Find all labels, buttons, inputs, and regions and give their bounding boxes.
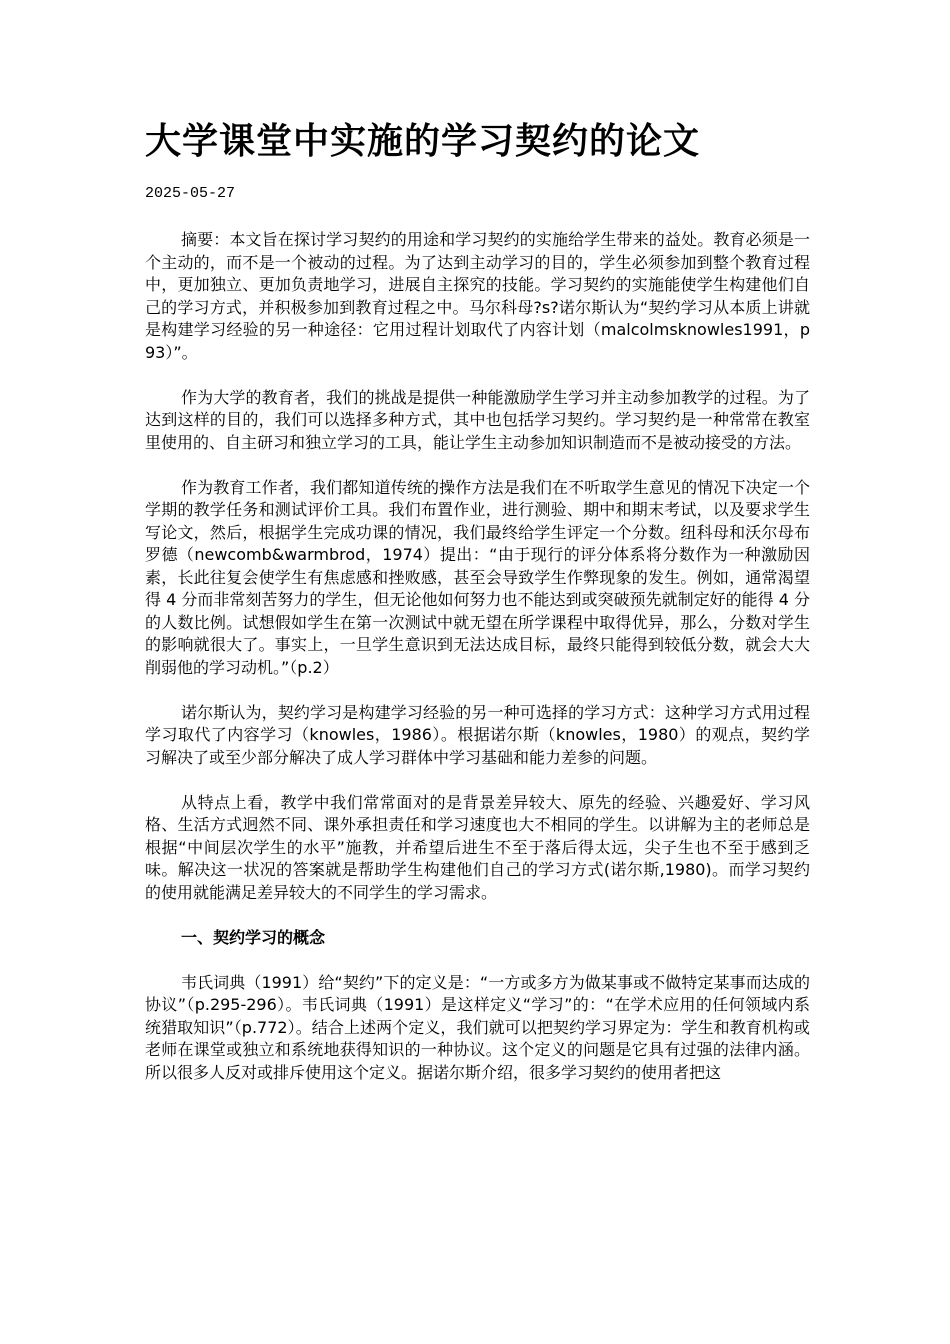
body-paragraph: 作为教育工作者，我们都知道传统的操作方法是我们在不听取学生意见的情况下决定一个学期的教学任务和测试评价工具。我们布置作业，进行测验、期中和期末考试，以及要求学生写论文，然后，根据学生完成功课的情况，我们最终给学生评定一个分数。纽科母和沃尔母布罗德（newcomb&warmbrod，1974）提出：“由于现行的评分体系将分数作为一种激励因素，长此往复会使学生有焦虑感和挫败感，甚至会导致学生作弊现象的发生。例如，通常渴望得 4 分而非常刻苦努力的学生，但无论他如何努力也不能达到或突破预先就制定好的能得 4 分的人数比例。试想假如学生在第一次测试中就无望在所学课程中取得优异，那么，分数对学生的影响就很大了。事实上，一旦学生意识到无法达成目标，最终只能得到较低分数，就会大大削弱他的学习动机。”（p.2） [145,477,810,677]
body-paragraph: 从特点上看，教学中我们常常面对的是背景差异较大、原先的经验、兴趣爱好、学习风格、生活方式迥然不同、课外承担责任和学习速度也大不相同的学生。以讲解为主的老师总是根据“中间层次学生的水平”施教，并希望后进生不至于落后得太远，尖子生也不至于感到乏味。解决这一状况的答案就是帮助学生构建他们自己的学习方式(诺尔斯,1980)。而学习契约的使用就能满足差异较大的不同学生的学习需求。 [145,792,810,902]
body-paragraph: 诺尔斯认为，契约学习是构建学习经验的另一种可选择的学习方式：这种学习方式用过程学习取代了内容学习（knowles，1986）。根据诺尔斯（knowles，1980）的观点，契约学习解决了或至少部分解决了成人学习群体中学习基础和能力差参的问题。 [145,702,810,767]
section-heading: 一、契约学习的概念 [181,927,326,947]
section-paragraph: 韦氏词典（1991）给“契约”下的定义是：“一方或多方为做某事或不做特定某事而达成的协议”（p.295-296）。韦氏词典（1991）是这样定义“学习”的：“在学术应用的任何领域内系统猎取知识”（p.772）。结合上述两个定义，我们就可以把契约学习界定为：学生和教育机构或老师在课堂或独立和系统地获得知识的一种协议。这个定义的问题是它具有过强的法律内涵。所以很多人反对或排斥使用这个定义。据诺尔斯介绍，很多学习契约的使用者把这 [145,972,810,1082]
publish-date: 2025-05-27 [145,185,236,202]
document-body [145,229,810,1107]
body-paragraph: 作为大学的教育者，我们的挑战是提供一种能激励学生学习并主动参加教学的过程。为了达到这样的目的，我们可以选择多种方式，其中也包括学习契约。学习契约是一种常常在教室里使用的、自主研习和独立学习的工具，能让学生主动参加知识制造而不是被动接受的方法。 [145,387,810,452]
document-title: 大学课堂中实施的学习契约的论文 [145,121,701,162]
abstract-paragraph: 摘要：本文旨在探讨学习契约的用途和学习契约的实施给学生带来的益处。教育必须是一个主动的，而不是一个被动的过程。为了达到主动学习的目的，学生必须参加到整个教育过程中，更加独立、更加负责地学习，进展自主探究的技能。学习契约的实施能使学生构建他们自己的学习方式，并积极参加到教育过程之中。马尔科母?s?诺尔斯认为“契约学习从本质上讲就是构建学习经验的另一种途径：它用过程计划取代了内容计划（malcolmsknowles1991，p93）”。 [145,230,810,362]
